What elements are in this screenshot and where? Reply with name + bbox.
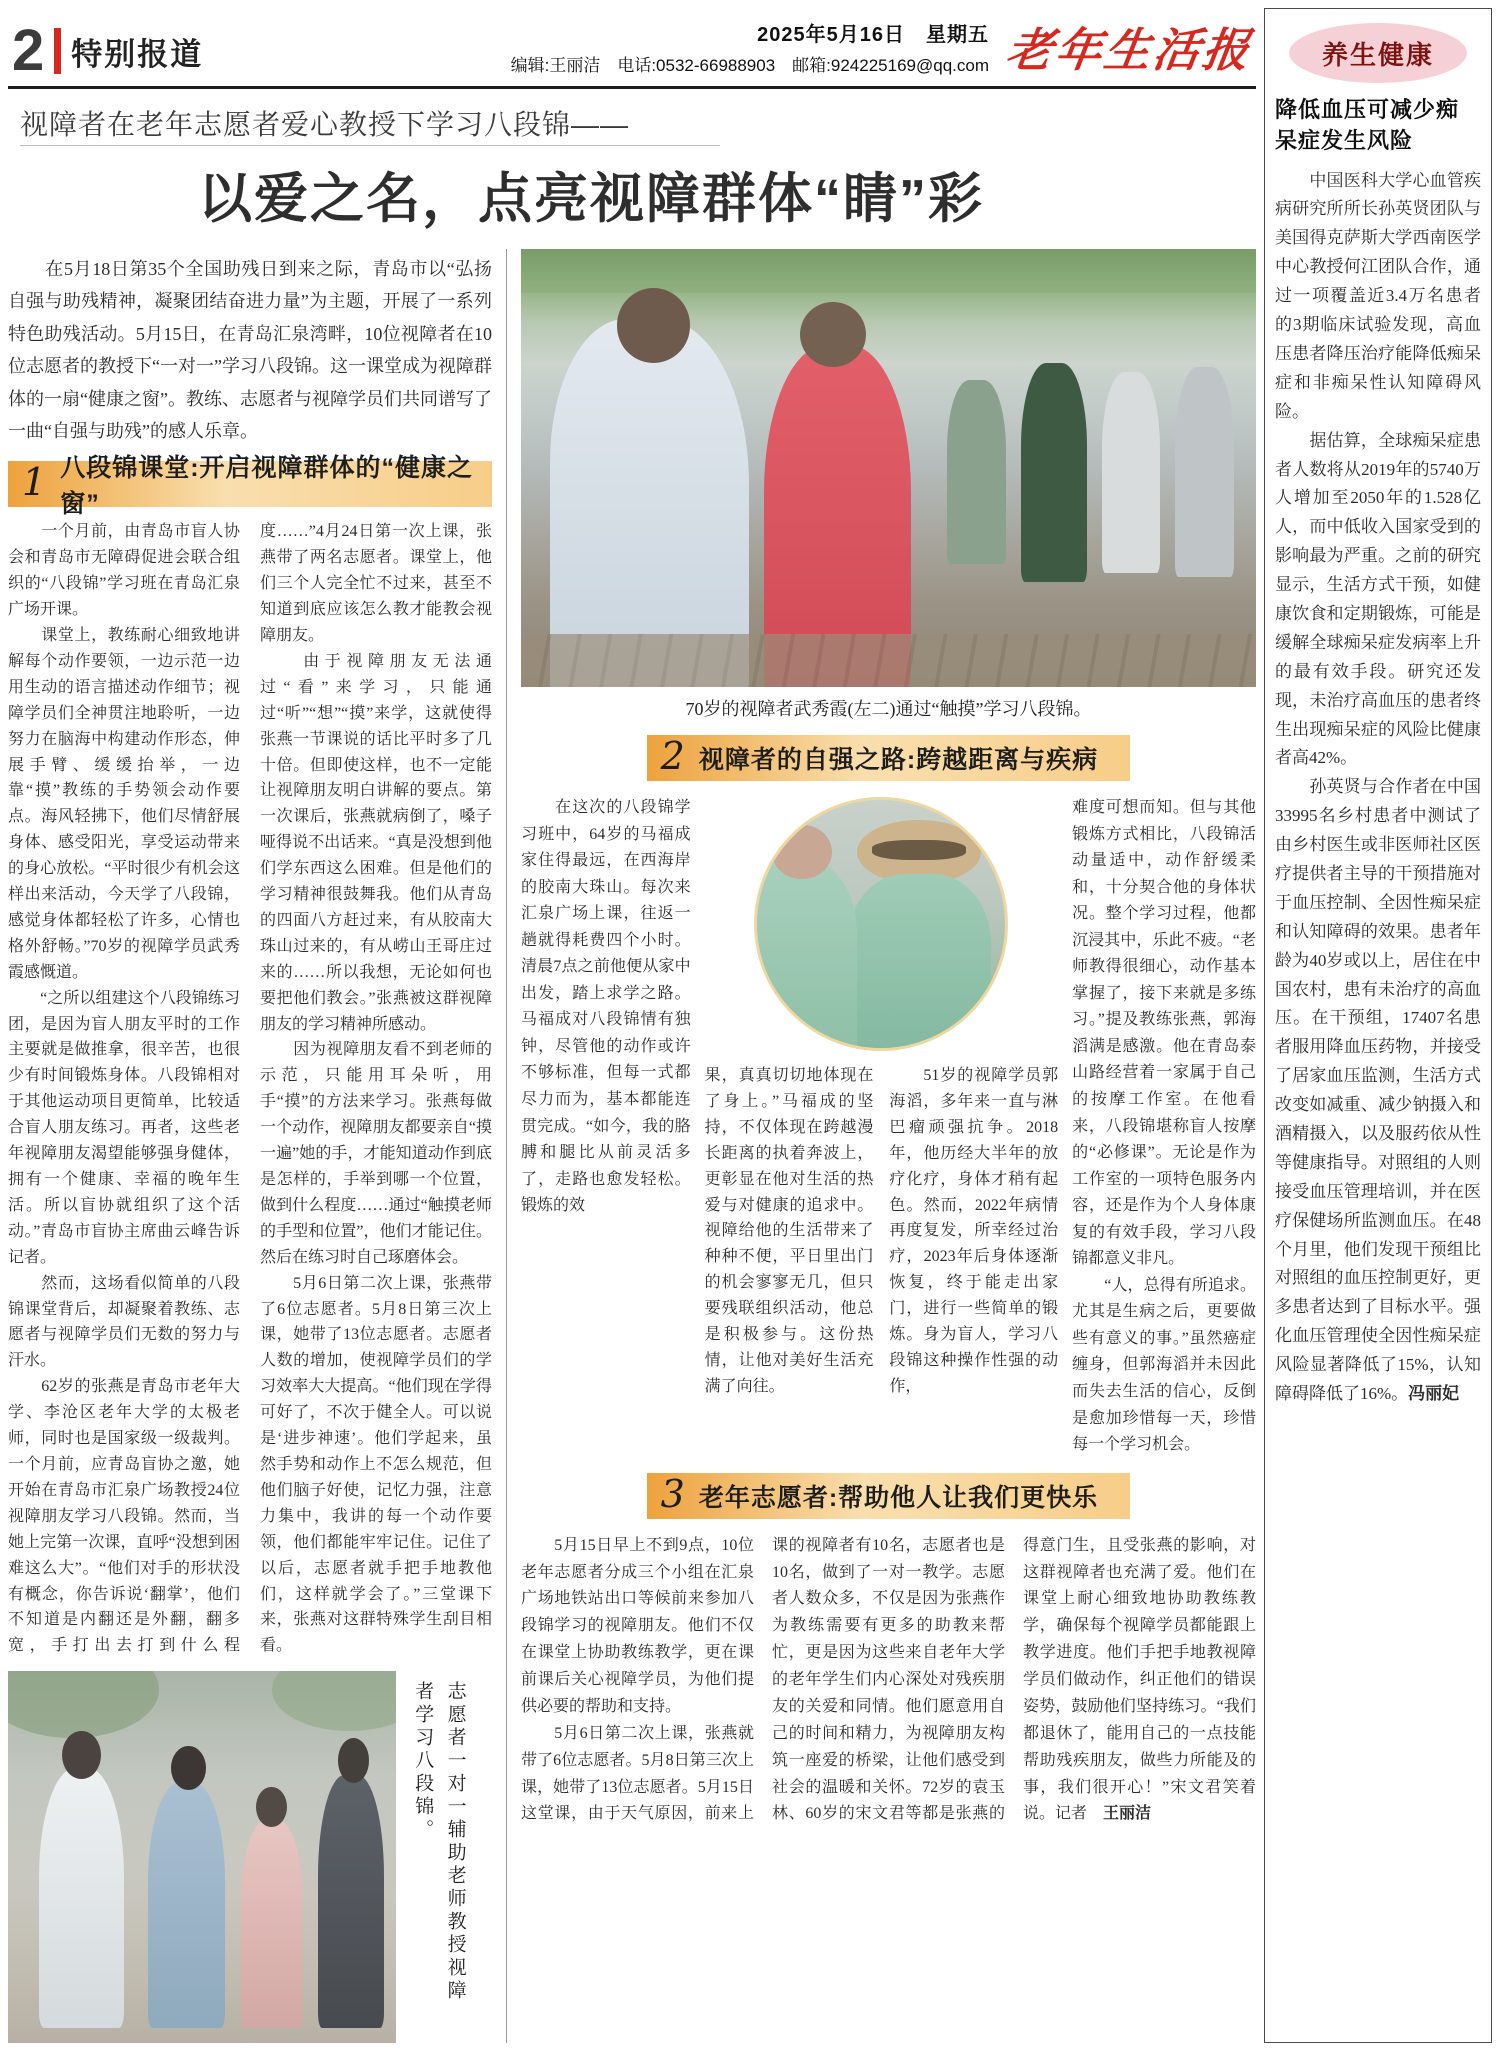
person-blue-scrub [148,1783,226,2029]
issue-meta [511,18,989,76]
page-number: 2 [12,18,45,83]
person-head [617,288,691,362]
photo-touch-learning [521,249,1256,687]
person-distant [1021,363,1087,582]
section3-number: 3 [660,1471,685,1516]
person-head [772,825,832,880]
article-body [8,249,1256,2043]
person-head [62,1731,101,1779]
section1-header-bar [8,454,492,519]
right-column [507,249,1256,2043]
main-area [8,8,1256,2043]
bottom-photo-caption: 志愿者一对一辅助老师教授视障者学习八段锦。 [412,1681,466,2004]
tree-foliage [521,249,1256,293]
person-teal-shirt [847,874,991,1048]
reporter-name: 王丽洁 [1103,1805,1152,1823]
section3-text [521,1533,1256,1829]
health-tag-label: 养生健康 [1321,39,1434,70]
page-header [8,8,1256,89]
sidebar-article [1275,167,1481,1409]
person-teal-shirt [754,860,856,1048]
person-head [338,1738,369,1783]
editor-contact-line: 编辑:王丽洁 电话:0532-66988903 邮箱:924225169@qq.com [510,56,989,75]
person-pink-shirt [241,1820,303,2028]
person-distant [1175,367,1234,577]
section1-number: 1 [22,460,47,505]
section-name: 特别报道 [71,36,204,72]
tree-foliage [8,1671,159,1738]
article-kicker: 视障者在老年志愿者爱心教授下学习八段锦—— [20,109,630,140]
person-distant [947,380,1006,564]
section3-title: 老年志愿者:帮助他人让我们更快乐 [698,1483,1099,1512]
hat-band [872,840,966,860]
sidebar-headline: 降低血压可减少痴呆症发生风险 [1275,97,1460,153]
red-divider-bar [54,28,61,74]
section3-body: 5月15日早上不到9点，10位老年志愿者分成三个小组在汇泉广场地铁站出口等候前来参加八段锦学习的视障朋友。他们不仅在课堂上协助教练教学，更在课前课后关心视障学员，为他们提供必要的帮助和支持。 5月6日第二次上课，张燕就带了6位志愿者。5月8日第三次上课，她带了13位志愿者。5月15日这堂课，由于天气原因，前来上课的视障者有10名，志愿者也是10名，做到了一对一教学。志愿者人数众多，不仅是因为张燕作为教练需要有更多的助教来帮忙，更是因为这些来自老年大学的老年学生们内心深处对残疾朋友的关爱和同情。他们愿意用自己的时间和精力，为视障朋友构筑一座爱的桥梁，让他们感受到社会的温暖和关怀。72岁的袁玉林、60岁的宋文君等都是张燕的得意门生，且受张燕的影响，对这群视障者也充满了爱。他们在课堂上耐心细致地协助教练教学，确保每个视障学员都能跟上教学进度。他们手把手地教视障学员们做动作，纠正他们的错误姿势，鼓励他们坚持练习。“我们都退休了，能用自己的一点技能帮助残疾朋友，做些力所能及的事，我们很开心！”宋文君笑着说。记者 [521,1536,1256,1823]
person-distant [1102,372,1161,573]
section3-header-bar [647,1473,1131,1519]
person-dark-jacket [318,1775,384,2028]
section2-column1: 在这次的八段锦学习班中，64岁的马福成家住得最远，在西海岸的胶南大珠山。每次来汇泉广场上课，往返一趟就得耗费四个小时。清晨7点之前他便从家中出发，踏上求学之路。马福成对八段锦情有独钟，尽管他的动作或许不够标准，但每一式都尽力而为，基本都能连贯完成。“如今，我的胳膊和腿比从前灵活多了，走路也愈发轻松。锻炼的效 [521,799,691,1215]
health-sidebar [1264,8,1492,2043]
section2-title: 视障者的自强之路:跨越距离与疾病 [698,746,1099,774]
health-column-tag [1289,23,1467,83]
boardwalk-planks [521,634,1256,687]
section2-header-bar [647,735,1131,781]
bottom-photo-block [8,1671,492,2043]
newspaper-masthead: 老年生活报 [1002,23,1256,77]
section2-middle-text: 果，真真切切地体现在了身上。”马福成的坚持，不仅体现在跨越漫长距离的执着奔波上，更彰显在他对生活的热爱与对健康的追求中。视障给他的生活带来了种种不便，平日里出门的机会寥寥无几，但只要残联组织活动，他总是积极参与。这份热情，让他对美好生活充满了向往。 51岁的视障学员郭海滔，多年来一直与淋巴瘤顽强抗争。2018年，他历经大半年的放疗化疗，身体才稍有起色。然而，2022年病情再度复发，所幸经过治疗，2023年后身体逐渐恢复，终于能走出家门，进行一些简单的锻炼。身为盲人，学习八段锦这种操作性强的动作， [704,1067,1059,1395]
sidebar-article-text: 中国医科大学心血管疾病研究所所长孙英贤团队与美国得克萨斯大学西南医学中心教授何江团队合作，通过一项覆盖近3.4万名患者的3期临床试验发现，高血压患者降压治疗能降低痴呆症和非痴呆性认知障碍风险。 据估算，全球痴呆症患者人数将从2019年的5740万人增加至2050年的1.528亿人，而中低收入国家受到的影响最为严重。之前的研究显示，生活方式干预，如健康饮食和定期锻炼，可能是缓解全球痴呆症发病率上升的最有效手段。研究还发现，未治疗高血压的患者终生出现痴呆症的风险比健康者高42%。 孙英贤与合作者在中国33995名乡村患者中测试了由乡村医生或非医师社区医疗提供者主导的干预措施对于血压控制、全因性痴呆症和认知障碍的效果。患者年龄为40岁或以上，居住在中国农村，患有未治疗的高血压。在干预组，17407名患者服用降血压药物，并接受了居家血压监测，生活方式改变如减重、减少钠摄入和酒精摄入，以及服药依从性等健康指导。对照组的人则接受血压管理培训，并在医疗保健场所监测血压。在48个月里，他们发现干预组比对照组的血压控制更好，更多患者达到了目标水平。强化血压管理使全因性痴呆症风险显著降低了15%，认知障碍降低了16%。 [1275,170,1481,1403]
article-title: 以爱之名，点亮视障群体“睛”彩 [198,169,984,229]
section2-text [521,795,1256,1459]
main-photo-caption: 70岁的视障者武秀霞(左二)通过“触摸”学习八段锦。 [685,699,1092,719]
person-head [800,302,866,368]
person-white-coach [550,319,748,687]
person-white-coat [39,1768,124,2028]
section1-title: 八段锦课堂:开启视障群体的“健康之窗” [60,454,474,519]
section2-number: 2 [660,734,685,778]
article-intro: 在5月18日第35个全国助残日到来之际，青岛市以“弘扬自强与助残精神，凝聚团结奋进力量”为主题，开展了一系列特色助残活动。5月15日，在青岛汇泉湾畔，10位视障者在10位志愿者的教授下“一对一”学习八段锦。这一课堂成为视障群体的一扇“健康之窗”。教练、志愿者与视障学员们共同谱写了一曲“自强与助残”的感人乐章。 [8,259,492,441]
sidebar-author: 冯丽妃 [1408,1384,1460,1403]
left-column [8,249,506,2043]
photo-volunteers-teaching [8,1671,396,2043]
kicker-underline [20,145,720,146]
section2-middle [705,795,1059,1459]
page-header-right [511,14,1256,80]
issue-date: 2025年5月16日 星期五 [757,24,989,46]
photo-guo-haitao-circle [754,797,1008,1051]
section1-text: 一个月前，由青岛市盲人协会和青岛市无障碍促进会联合组织的“八段锦”学习班在青岛汇泉广场开课。 课堂上，教练耐心细致地讲解每个动作要领，一边示范一边用生动的语言描述动作细节；视障学员们全神贯注地聆听，一边努力在脑海中构建动作形态，伸展手臂、缓缓抬举，一边靠“摸”教练的手势领会动作要点。海风轻拂下，他们尽情舒展身体、感受阳光，享受运动带来的身心放松。“平时很少有机会这样出来活动，今天学了八段锦，感觉身体都轻松了许多，心情也格外舒畅。”70岁的视障学员武秀霞感慨道。 “之所以组建这个八段锦练习团，是因为盲人朋友平时的工作主要就是做推拿，很辛苦，也很少有时间锻炼身体。八段锦相对于其他运动项目更简单，比较适合盲人朋友练习。再者，这些老年视障朋友渴望能够强身健体，拥有一个健康、幸福的晚年生活。所以盲协就组织了这个活动。”青岛市盲协主席曲云峰告诉记者。 然而，这场看似简单的八段锦课堂背后，却凝聚着教练、志愿者与视障学员们无数的努力与汗水。 62岁的张燕是青岛市老年大学、李沧区老年大学的太极老师，同时也是国家级一级裁判。一个月前，应青岛盲协之邀，她开始在青岛市汇泉广场教授24位视障朋友学习八段锦。然而，当她上完第一次课，直呼“没想到困难这么大”。“他们对手的形状没有概念，你告诉说‘翻掌’，他们不知道是内翻还是外翻，翻多宽，手打出去打到什么程度……”4月24日第一次上课，张燕带了两名志愿者。课堂上，他们三个人完全忙不过来，甚至不知道到底应该怎么教才能教会视障朋友。 由于视障朋友无法通过“看”来学习，只能通过“听”“想”“摸”来学，这就使得张燕一节课说的话比平时多了几十倍。但即使这样，也不一定能让视障朋友明白讲解的要点。第一次课后，张燕就病倒了，嗓子哑得说不出话来。“真是没想到他们学东西这么困难。但是他们的学习精神很鼓舞我。他们从青岛的四面八方赶过来，有从胶南大珠山过来的，有从崂山王哥庄过来的……所以我想，无论如何也要把他们教会。”张燕被这群视障朋友的学习精神所感动。 因为视障朋友看不到老师的示范，只能用耳朵听，用手“摸”的方法来学习。张燕每做一个动作，视障朋友都要亲自“摸一遍”她的手，才能知道动作到底是怎样的，手举到哪一个位置，做到什么程度……通过“触摸老师的手型和位置”，他们才能记住。然后在练习时自己琢磨体会。 5月6日第二次上课，张燕带了6位志愿者。5月8日第三次上课，她带了13位志愿者。志愿者人数的增加，使视障学员们的学习效率大大提高。“他们现在学得可好了，不次于健全人。可以说是‘进步神速’。他们学起来，虽然手势和动作上不怎么规范，但他们脑子好使，记忆力强，注意力集中，我讲的每一个动作要领，他们都能牢牢记住。记住了以后，志愿者就手把手地教他们，这样就学会了。”三堂课下来，张燕对这群特殊学生刮目相看。 [8,523,492,1655]
page-header-left [8,18,204,83]
person-head [171,1746,206,1791]
section2-column4: 难度可想而知。但与其他锻炼方式相比，八段锦活动量适中，动作舒缓柔和，十分契合他的身体状况。整个学习过程，他都沉浸其中，乐此不疲。“老师教得很细心，动作基本掌握了，接下来就是多练习。”提及教练张燕，郭海滔满是感激。他在青岛泰山路经营着一家属于自己的按摩工作室。在他看来，八段锦堪称盲人按摩的“必修课”。无论是作为工作室的一项特色服务内容，还是作为个人身体康复的有效手段，学习八段锦都意义非凡。 “人，总得有所追求。尤其是生病之后，更要做些有意义的事。”虽然癌症缠身，但郭海滔并未因此而失去生活的信心，反倒是愈加珍惜每一天，珍惜每一个学习机会。 [1072,799,1256,1454]
tree-foliage [272,1671,396,1731]
